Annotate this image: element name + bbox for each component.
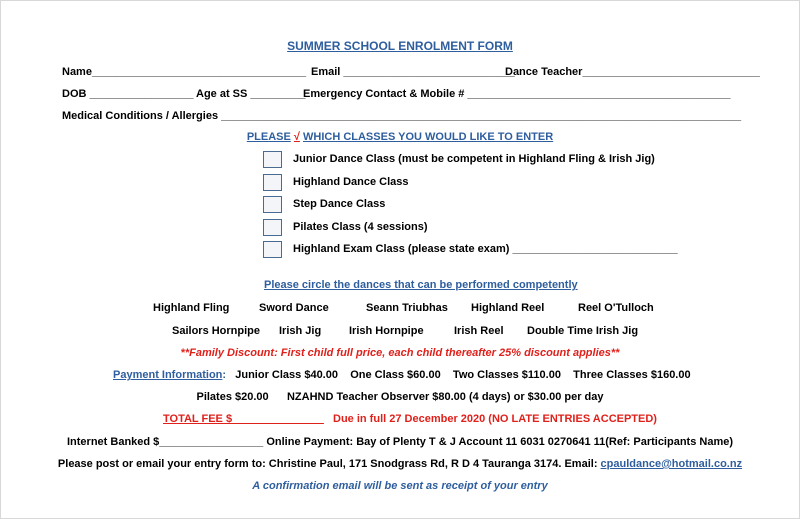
dance-irish-jig[interactable]: Irish Jig	[279, 325, 322, 337]
class-label-exam: Highland Exam Class (please state exam) ___________________________	[293, 243, 678, 255]
dance-irish-reel[interactable]: Irish Reel	[454, 325, 504, 337]
banking-line: Internet Banked $_________________ Online Payment: Bay of Plenty T & J Account 11 6031 0270641 11(Ref: Participants Name)	[66, 436, 734, 448]
classes-heading	[0, 131, 800, 143]
dance-sailors-hornpipe[interactable]: Sailors Hornpipe	[172, 325, 261, 337]
age-field[interactable]: Age at SS _________	[196, 88, 306, 100]
checkbox-junior-dance[interactable]	[263, 151, 282, 168]
dance-reel-otulloch[interactable]: Reel O'Tulloch	[578, 302, 654, 314]
total-fee-line	[163, 413, 657, 425]
confirmation-note: A confirmation email will be sent as receipt of your entry	[252, 480, 548, 492]
checkbox-highland-exam[interactable]	[263, 241, 282, 258]
email-field[interactable]: Email ____________________________	[311, 66, 515, 78]
dance-sword-dance[interactable]: Sword Dance	[259, 302, 329, 314]
dances-heading: Please circle the dances that can be performed competently	[264, 279, 578, 291]
email-link[interactable]: cpauldance@hotmail.co.nz	[600, 458, 743, 470]
emergency-field[interactable]: Emergency Contact & Mobile # ___________________________________________	[303, 88, 731, 100]
dance-double-time-irish-jig[interactable]: Double Time Irish Jig	[527, 325, 639, 337]
checkbox-highland-dance[interactable]	[263, 174, 282, 191]
family-discount-note: **Family Discount: First child full price, each child thereafter 25% discount applies**	[180, 347, 620, 359]
dance-highland-reel[interactable]: Highland Reel	[471, 302, 545, 314]
classes-heading-suffix: WHICH CLASSES YOU WOULD LIKE TO ENTER	[303, 131, 554, 143]
class-label-junior: Junior Dance Class (must be competent in Highland Fling & Irish Jig)	[293, 153, 655, 165]
name-field[interactable]: Name___________________________________	[62, 66, 307, 78]
checkbox-step-dance[interactable]	[263, 196, 282, 213]
class-label-highland: Highland Dance Class	[293, 176, 409, 188]
class-label-step: Step Dance Class	[293, 198, 386, 210]
payment-prices: Junior Class $40.00 One Class $60.00 Two Classes $110.00 Three Classes $160.00	[235, 369, 691, 381]
due-date-note: Due in full 27 December 2020 (NO LATE ENTRIES ACCEPTED)	[333, 413, 657, 425]
dob-field[interactable]: DOB _________________	[62, 88, 194, 100]
check-mark-icon: √	[293, 131, 300, 143]
checkbox-pilates[interactable]	[263, 219, 282, 236]
medical-field[interactable]: Medical Conditions / Allergies _____________________________________________________________________________________	[62, 110, 742, 122]
dance-irish-hornpipe[interactable]: Irish Hornpipe	[349, 325, 424, 337]
pilates-observer-line: Pilates $20.00 NZAHND Teacher Observer $80.00 (4 days) or $30.00 per day	[196, 391, 604, 403]
dance-highland-fling[interactable]: Highland Fling	[153, 302, 230, 314]
payment-label: Payment Information	[113, 369, 223, 381]
total-fee-field[interactable]: TOTAL FEE $_______________	[163, 413, 324, 425]
classes-heading-prefix: PLEASE	[246, 131, 291, 143]
dance-seann-triubhas[interactable]: Seann Triubhas	[366, 302, 448, 314]
payment-info-line	[113, 369, 691, 381]
class-label-pilates: Pilates Class (4 sessions)	[293, 221, 428, 233]
post-line	[0, 458, 800, 470]
post-text: Please post or email your entry form to: Christine Paul, 171 Snodgrass Rd, R D 4 Tauranga 3174. Email:	[57, 458, 601, 470]
payment-colon: :	[222, 369, 227, 381]
teacher-field[interactable]: Dance Teacher_____________________________	[505, 66, 760, 78]
form-title: SUMMER SCHOOL ENROLMENT FORM	[287, 39, 513, 53]
